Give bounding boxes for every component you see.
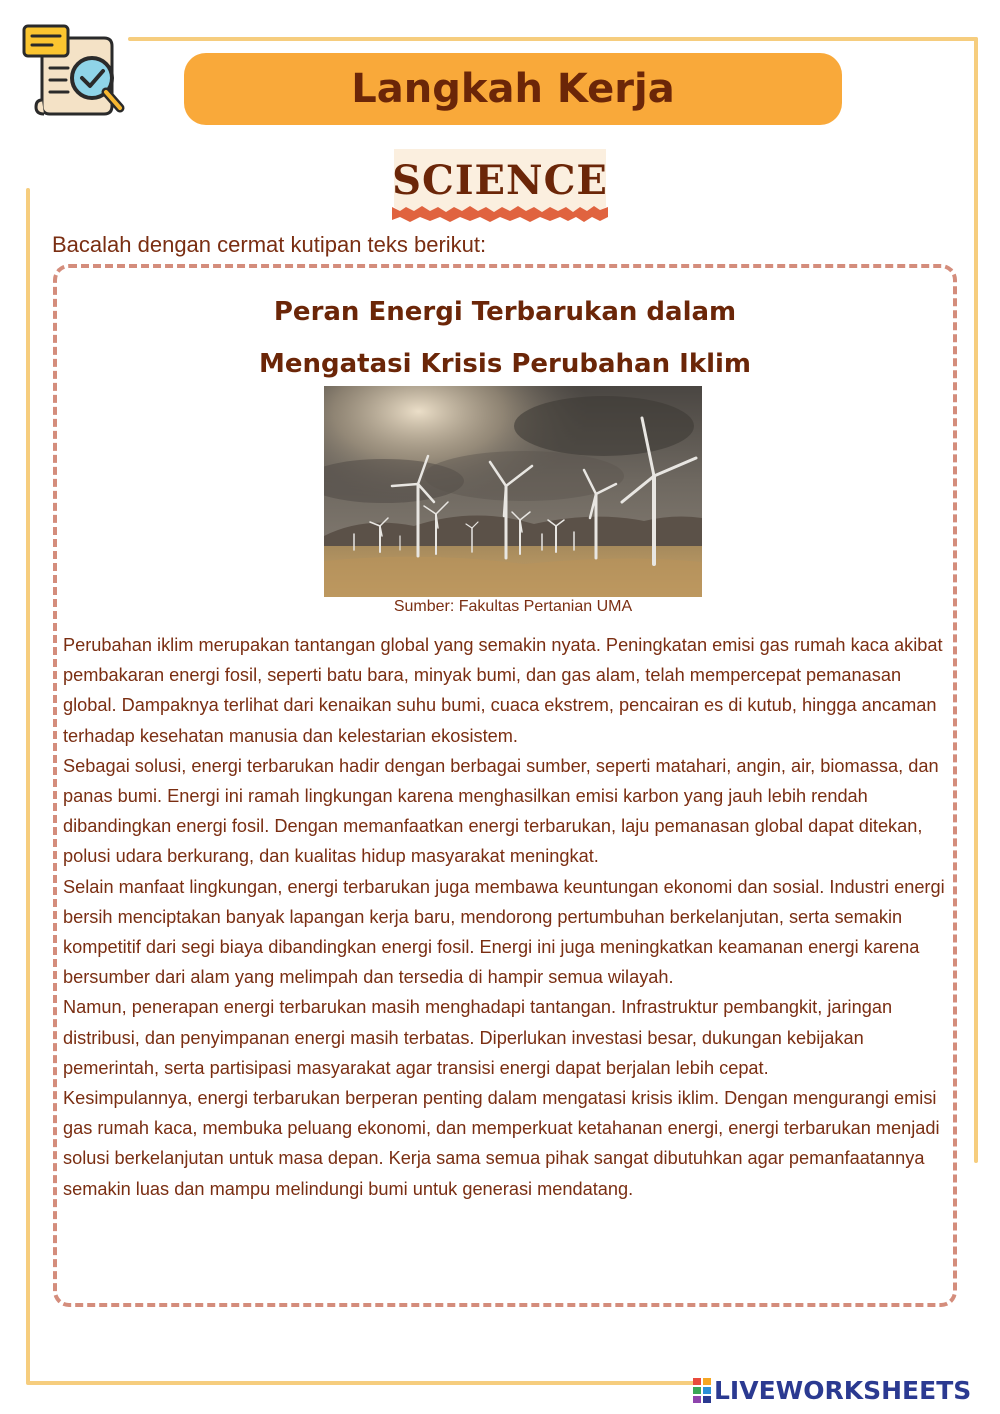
frame-line-left bbox=[26, 188, 30, 1384]
liveworksheets-mark-icon bbox=[693, 1378, 711, 1403]
reading-title bbox=[60, 286, 950, 390]
page-title: Langkah Kerja bbox=[351, 66, 675, 112]
brand-name: LIVEWORKSHEETS bbox=[714, 1375, 972, 1405]
subject-badge bbox=[390, 147, 610, 223]
frame-line-bottom bbox=[26, 1381, 696, 1385]
page-title-banner bbox=[184, 53, 842, 125]
reading-title-line-2: Mengatasi Krisis Perubahan Iklim bbox=[258, 349, 752, 379]
paragraph: Selain manfaat lingkungan, energi terbarukan juga membawa keuntungan ekonomi dan sosial. Industri energi bersih menciptakan banyak lapangan kerja baru, mendorong pertumbuhan berkelanjutan, serta semakin kompetitif dari segi biaya dibandingkan energi fosil. Energi ini juga meningkatkan keamanan energi karena bersumber dari alam yang melimpah dan tersedia di hampir semua wilayah. bbox=[63, 876, 945, 988]
paragraph: Kesimpulannya, energi terbarukan berperan penting dalam mengatasi krisis iklim. Dengan mengurangi emisi gas rumah kaca, membuka peluang ekonomi, dan memperkuat ketahanan energi, energi terbarukan menjadi solusi berkelanjutan untuk masa depan. Kerja sama semua pihak sangat dibutuhkan agar pemanfaatannya semakin luas dan mampu melindungi bumi untuk generasi mendatang. bbox=[63, 1088, 940, 1199]
subject-label: SCIENCE bbox=[392, 157, 608, 204]
image-caption: Sumber: Fakultas Pertanian UMA bbox=[393, 598, 633, 615]
paragraph: Perubahan iklim merupakan tantangan global yang semakin nyata. Peningkatan emisi gas rumah kaca akibat pembakaran energi fosil, seperti batu bara, minyak bumi, dan gas alam, telah mempercepat pemanasan global. Dampaknya terlihat dari kenaikan suhu bumi, cuaca ekstrem, pencairan es di kutub, hingga ancaman terhadap kesehatan manusia dan kelestarian ekosistem. bbox=[63, 635, 943, 746]
reading-body bbox=[63, 630, 953, 1204]
wind-turbines-photo bbox=[324, 386, 702, 597]
paragraph: Sebagai solusi, energi terbarukan hadir dengan berbagai sumber, seperti matahari, angin, air, biomassa, dan panas bumi. Energi ini ramah lingkungan karena menghasilkan emisi karbon yang jauh lebih rendah dibandingkan energi fosil. Dengan memanfaatkan energi terbarukan, laju pemanasan global dapat ditekan, polusi udara berkurang, dan kualitas hidup masyarakat meningkat. bbox=[63, 755, 939, 867]
paragraph: Namun, penerapan energi terbarukan masih menghadapi tantangan. Infrastruktur pembangkit, jaringan distribusi, dan penyimpanan energi masih terbatas. Diperlukan investasi besar, dukungan kebijakan pemerintah, serta partisipasi masyarakat agar transisi energi dapat berjalan lebih cepat. bbox=[63, 997, 893, 1078]
reading-title-line-1: Peran Energi Terbarukan dalam bbox=[273, 297, 737, 327]
frame-line-top bbox=[128, 37, 978, 41]
instruction-text: Bacalah dengan cermat kutipan teks berikut: bbox=[52, 232, 487, 257]
frame-line-right bbox=[974, 37, 978, 1163]
document-magnifier-icon bbox=[20, 20, 130, 130]
liveworksheets-logo[interactable] bbox=[693, 1376, 971, 1404]
